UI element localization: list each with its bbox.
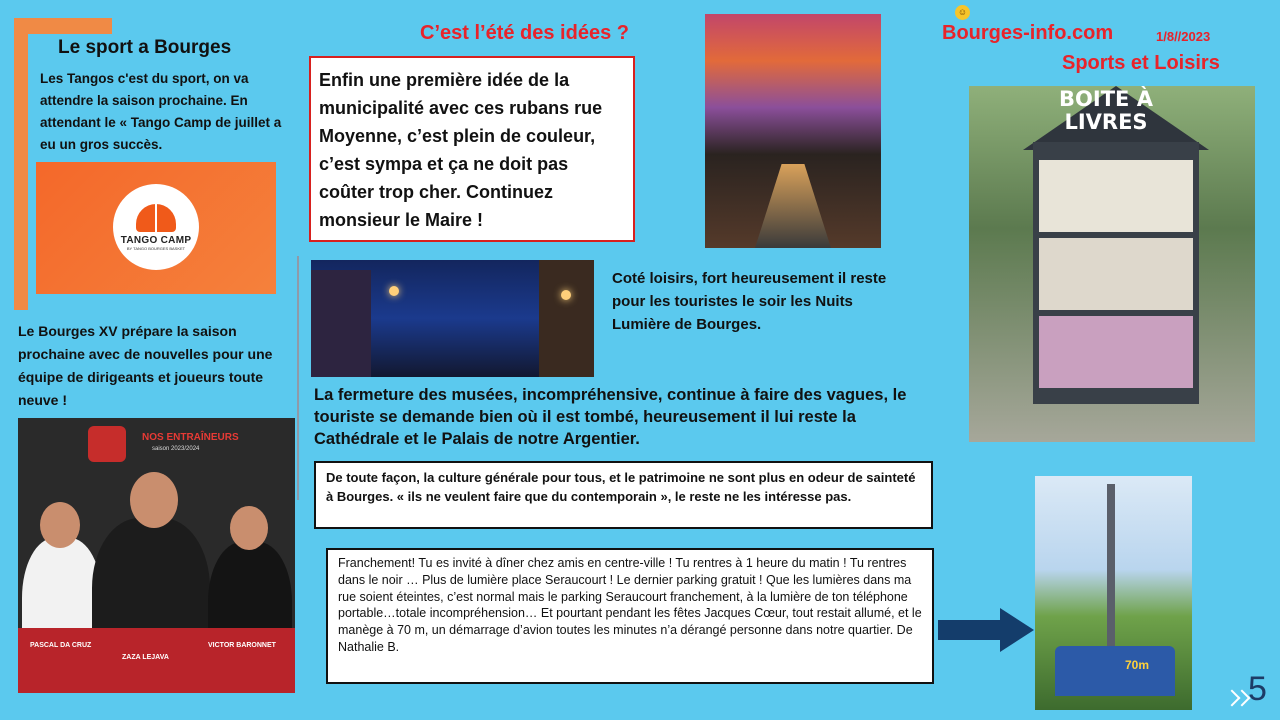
ete-title: C’est l’été des idées ? (420, 22, 629, 44)
coach-name: VICTOR BARONNET (208, 642, 276, 649)
corner-bracket-side (14, 18, 28, 310)
arrow-right-icon (938, 620, 1002, 640)
building (539, 260, 594, 377)
nuits-lumiere-photo (311, 260, 594, 377)
loisirs-text: Coté loisirs, fort heureusement il reste pour les touristes le soir les Nuits Lumière de Bourges. (612, 270, 887, 333)
coach-head (40, 502, 80, 548)
culture-box: De toute façon, la culture générale pour tous, et le patrimoine ne sont plus en odeur de sainteté à Bourges. « ils ne veulent faire que du contemporain », le reste ne les intéresse pas. (314, 461, 933, 529)
book-shelf (1039, 238, 1193, 310)
arrow-right-head (1000, 608, 1034, 652)
coach-name: ZAZA LEJAVA (122, 654, 169, 661)
manege-sign: 70m (1125, 658, 1150, 672)
book-shelf (1039, 160, 1193, 232)
corner-bracket-top (14, 18, 112, 34)
idea-box: Enfin une première idée de la municipalité avec ces rubans rue Moyenne, c’est plein de couleur, c’est sympa et ça ne doit pas coûter trop cher. Continuez monsieur le Maire ! (309, 56, 635, 242)
bourges-xv-logo (88, 426, 126, 462)
book-box-cabinet (1033, 142, 1199, 404)
manege-photo (1035, 476, 1192, 710)
ribbons-street-photo (705, 14, 881, 248)
poster-season: saison 2023/2024 (152, 446, 200, 452)
nathalie-letter-box: Franchement! Tu es invité à dîner chez amis en centre-ville ! Tu rentres à 1 heure du matin ! Tu rentres dans le noir … Plus de lumière place Seraucourt ! Le dernier parking gratuit ! Que les lumières dans ma rue soient éteintes, c’est normal mais le parking Seraucourt franchement, à la lumière de ton téléphone portable…totale incompréhension… Et pourtant pendant les fêtes Jacques Cœur, tout restait allumé, et le manège à 70 m, un démarrage d’avion toutes les minutes n’a dérangé personne dans notre quartier. De Nathalie B. (326, 548, 934, 684)
poster-header: NOS ENTRAÎNEURS (142, 432, 239, 443)
smiley-icon: ☺ (955, 5, 970, 20)
tango-camp-logo (113, 184, 199, 270)
street-lamp (389, 286, 399, 296)
coach-head (130, 472, 178, 528)
tango-logo-text: TANGO CAMP (120, 234, 192, 246)
coach-name: PASCAL DA CRUZ (30, 642, 92, 649)
tango-logo-sub: BY TANGO BOURGES BASKET (126, 245, 186, 251)
section-title: Sports et Loisirs (1062, 52, 1220, 74)
rugby-text: Le Bourges XV prépare la saison prochaine avec de nouvelles pour une équipe de dirigeants et joueurs toute neuve ! (18, 323, 273, 408)
street-view (755, 164, 831, 248)
building (311, 270, 371, 377)
divider-line (297, 256, 299, 500)
manege-base (1055, 646, 1175, 696)
book-shelf (1039, 316, 1193, 388)
coach-head (230, 506, 268, 550)
musees-text: La fermeture des musées, incompréhensive, continue à faire des vagues, le touriste se demande bien où il est tombé, heureusement il lui reste la Cathédrale et le Palais de notre Argentier. (314, 386, 907, 448)
site-title: Bourges-info.com (942, 22, 1114, 44)
street-lamp (561, 290, 571, 300)
basketball-icon (136, 204, 176, 232)
page-number: 5 (1248, 670, 1267, 708)
tango-camp-image (36, 162, 276, 294)
sport-title: Le sport a Bourges (58, 37, 232, 58)
boite-a-livres-photo (969, 86, 1255, 442)
tangos-text: Les Tangos c'est du sport, on va attendre la saison prochaine. En attendant le « Tango Camp de juillet a eu un gros succès. (40, 71, 282, 152)
issue-date: 1/8//2023 (1156, 29, 1211, 44)
book-box-label: BOITE À LIVRES (1059, 87, 1153, 134)
coaches-poster-image (18, 418, 295, 693)
